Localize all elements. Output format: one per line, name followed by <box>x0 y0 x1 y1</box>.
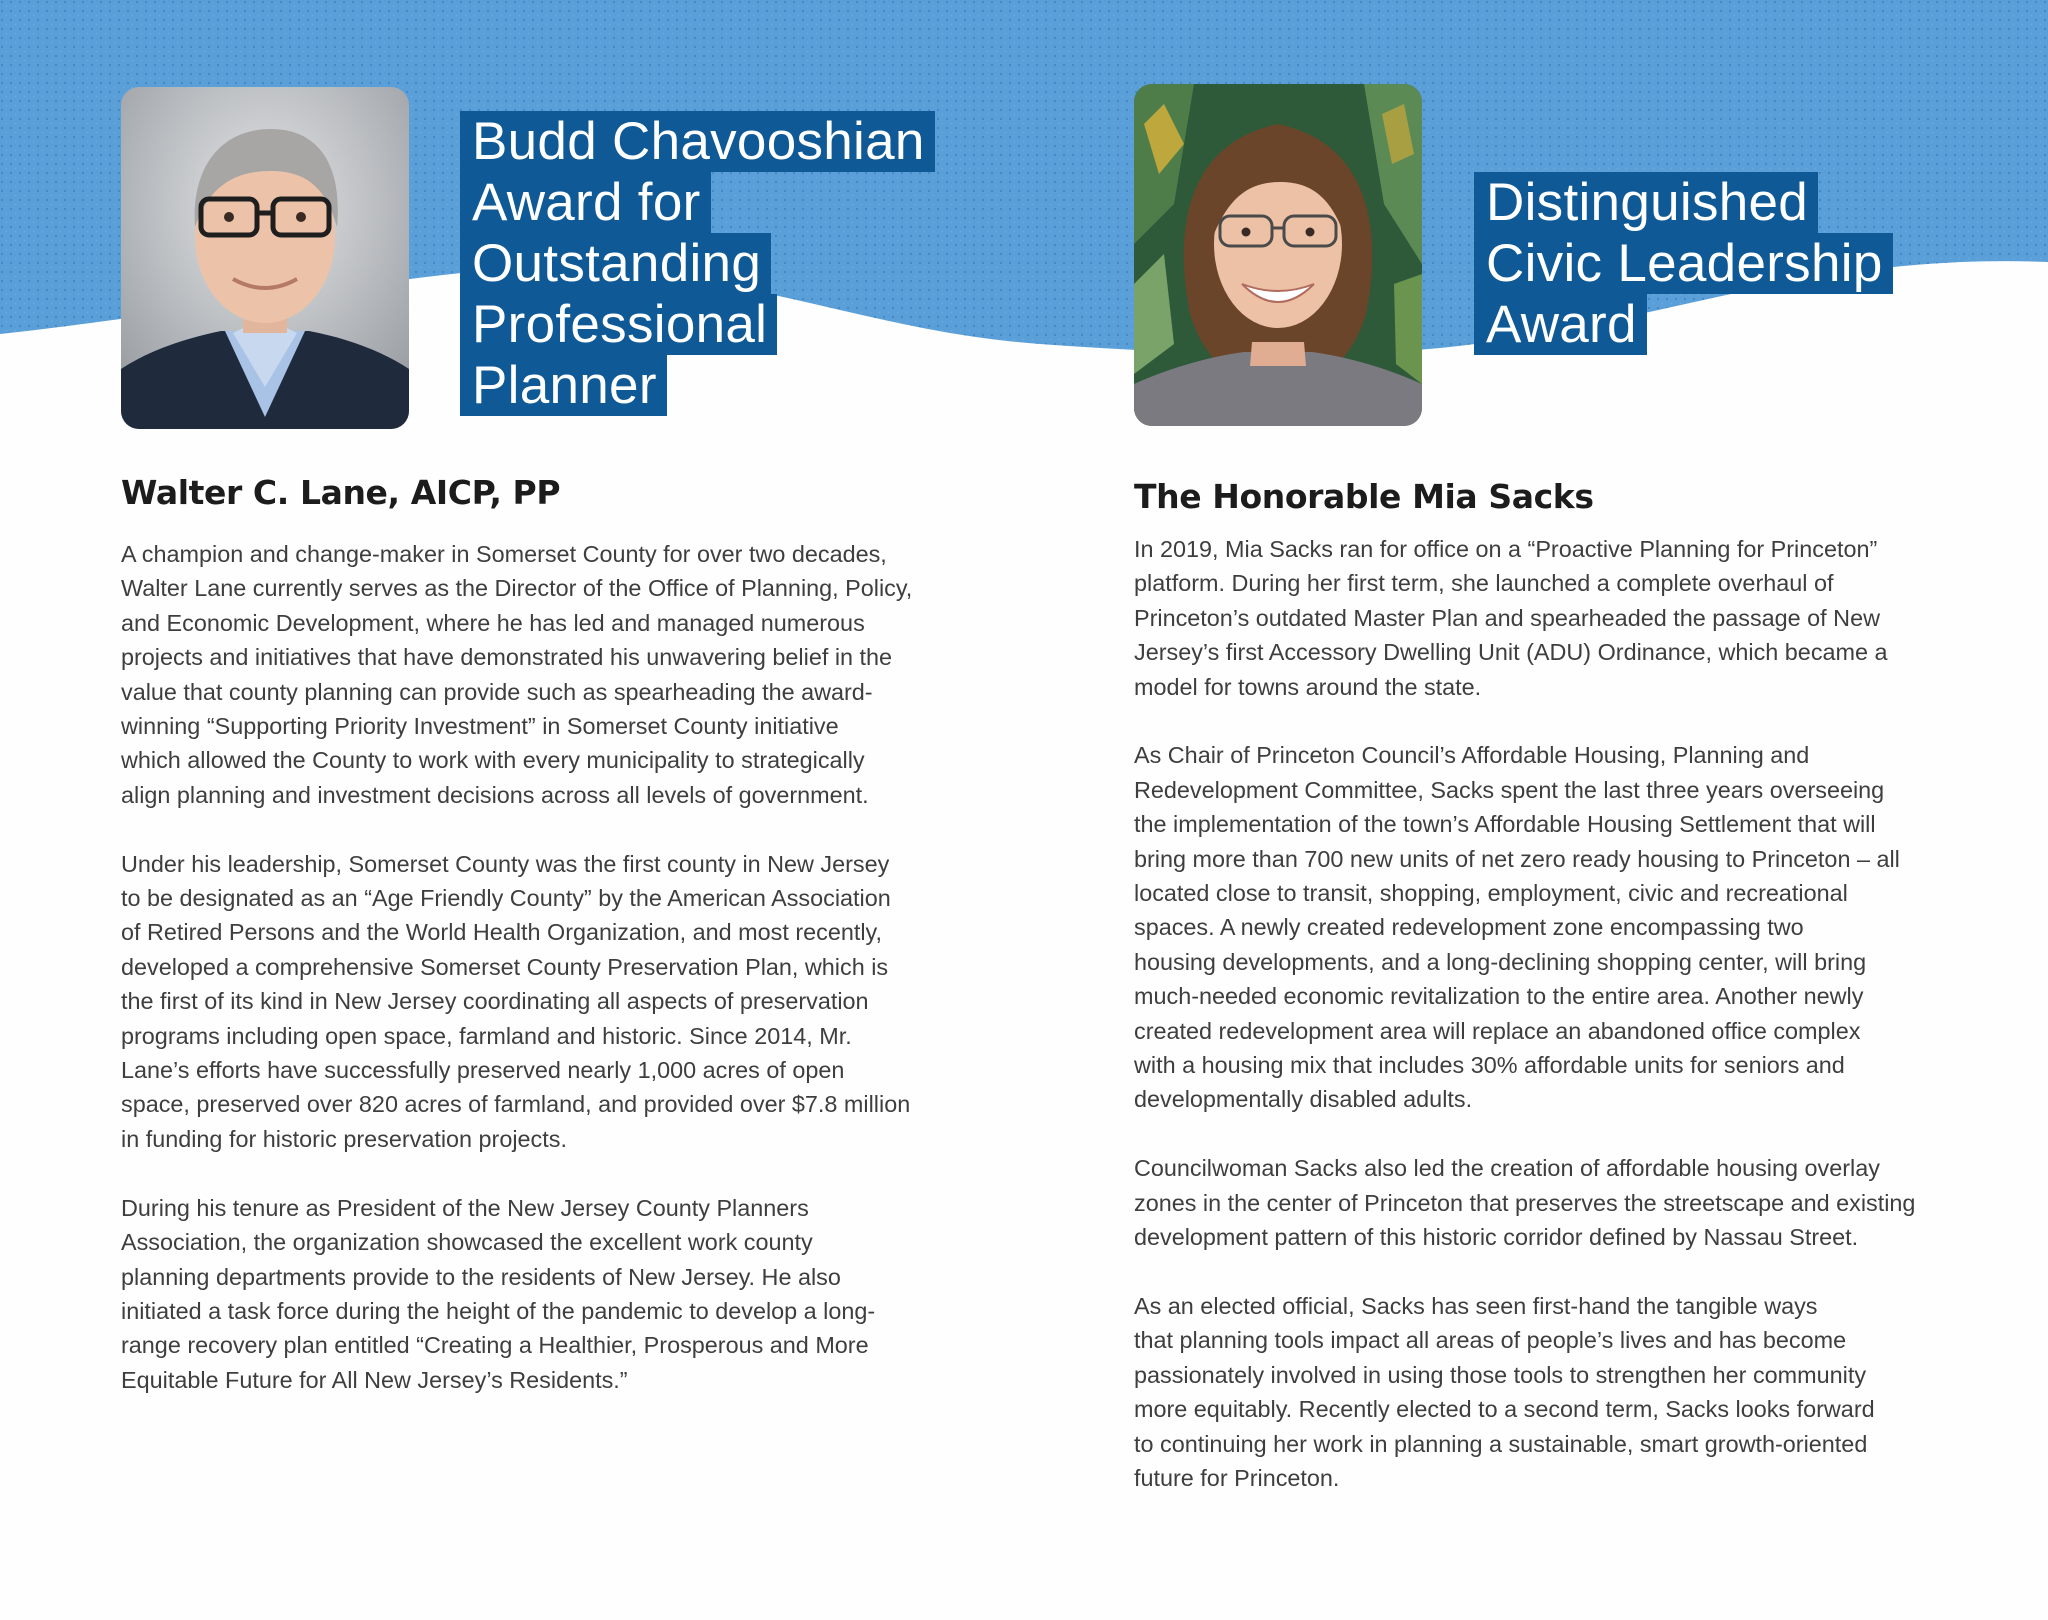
bio-line: Councilwoman Sacks also led the creation of affordable housing overlay <box>1134 1155 1880 1182</box>
bio-paragraph <box>121 847 912 1157</box>
bio-line: As Chair of Princeton Council’s Affordable Housing, Planning and <box>1134 742 1810 769</box>
bio-line: align planning and investment decisions across all levels of government. <box>121 781 869 808</box>
award-title-line: Distinguished <box>1474 172 1818 233</box>
award-title-line: Professional <box>460 294 777 355</box>
honoree-name-walter-lane: Walter C. Lane, AICP, PP <box>121 473 561 512</box>
bio-line: Association, the organization showcased the excellent work county <box>121 1229 813 1256</box>
bio-line: Equitable Future for All New Jersey’s Residents.” <box>121 1366 628 1393</box>
walter-lane-photo <box>121 87 409 429</box>
honoree-name-mia-sacks: The Honorable Mia Sacks <box>1134 477 1594 516</box>
bio-line: winning “Supporting Priority Investment” in Somerset County initiative <box>121 713 839 740</box>
bio-line: developmentally disabled adults. <box>1134 1086 1473 1113</box>
bio-line: development pattern of this historic corridor defined by Nassau Street. <box>1134 1224 1859 1251</box>
bio-line: with a housing mix that includes 30% affordable units for seniors and <box>1134 1052 1845 1079</box>
bio-line: developed a comprehensive Somerset County Preservation Plan, which is <box>121 953 889 980</box>
bio-line: value that county planning can provide such as spearheading the award- <box>121 678 873 705</box>
bio-line: initiated a task force during the height of the pandemic to develop a long- <box>121 1297 876 1324</box>
award-title-line: Budd Chavooshian <box>460 111 935 172</box>
bio-line: the first of its kind in New Jersey coordinating all aspects of preservation <box>121 988 869 1015</box>
bio-line: zones in the center of Princeton that preserves the streetscape and existing <box>1134 1189 1916 1216</box>
bio-line: Walter Lane currently serves as the Director of the Office of Planning, Policy, <box>121 575 913 602</box>
bio-line: Princeton’s outdated Master Plan and spearheaded the passage of New <box>1134 604 1880 631</box>
bio-line: Redevelopment Committee, Sacks spent the last three years overseeing <box>1134 776 1885 803</box>
bio-walter-lane <box>121 537 912 1432</box>
bio-line: housing developments, and a long-declining shopping center, will bring <box>1134 948 1867 975</box>
award-title-line: Outstanding <box>460 233 771 294</box>
bio-paragraph <box>1134 532 1915 704</box>
bio-line: platform. During her first term, she launched a complete overhaul of <box>1134 570 1834 597</box>
bio-line: programs including open space, farmland and historic. Since 2014, Mr. <box>121 1022 852 1049</box>
bio-line: During his tenure as President of the New Jersey County Planners <box>121 1194 809 1221</box>
bio-line: spaces. A newly created redevelopment zone encompassing two <box>1134 914 1804 941</box>
bio-line: created redevelopment area will replace an abandoned office complex <box>1134 1017 1861 1044</box>
bio-line: located close to transit, shopping, employment, civic and recreational <box>1134 880 1848 907</box>
bio-paragraph <box>121 1191 912 1397</box>
bio-paragraph <box>1134 1151 1915 1254</box>
bio-line: of Retired Persons and the World Health Organization, and most recently, <box>121 919 883 946</box>
bio-line: which allowed the County to work with every municipality to strategically <box>121 747 865 774</box>
bio-line: more equitably. Recently elected to a second term, Sacks looks forward <box>1134 1396 1875 1423</box>
award-title-line: Planner <box>460 355 667 416</box>
mia-sacks-photo <box>1134 84 1422 426</box>
bio-line: space, preserved over 820 acres of farmland, and provided over $7.8 million <box>121 1091 911 1118</box>
bio-line: to be designated as an “Age Friendly County” by the American Association <box>121 885 891 912</box>
walter-lane-portrait-illustration <box>121 87 409 429</box>
bio-mia-sacks <box>1134 532 1915 1530</box>
award-title-distinguished-civic-leadership <box>1474 172 1893 355</box>
bio-paragraph <box>121 537 912 812</box>
bio-line: Under his leadership, Somerset County was the first county in New Jersey <box>121 850 890 877</box>
mia-sacks-portrait-illustration <box>1134 84 1422 426</box>
bio-line: passionately involved in using those tools to strengthen her community <box>1134 1361 1867 1388</box>
bio-line: much-needed economic revitalization to the entire area. Another newly <box>1134 983 1864 1010</box>
bio-line: planning departments provide to the residents of New Jersey. He also <box>121 1263 841 1290</box>
bio-line: projects and initiatives that have demonstrated his unwavering belief in the <box>121 644 893 671</box>
bio-line: in funding for historic preservation projects. <box>121 1125 567 1152</box>
bio-line: to continuing her work in planning a sustainable, smart growth-oriented <box>1134 1430 1868 1457</box>
bio-line: and Economic Development, where he has led and managed numerous <box>121 609 865 636</box>
bio-paragraph <box>1134 1289 1915 1495</box>
award-title-outstanding-professional-planner <box>460 111 935 416</box>
bio-line: In 2019, Mia Sacks ran for office on a “Proactive Planning for Princeton” <box>1134 536 1878 562</box>
bio-line: future for Princeton. <box>1134 1464 1340 1491</box>
award-title-line: Award for <box>460 172 711 233</box>
bio-line: A champion and change-maker in Somerset County for over two decades, <box>121 541 887 567</box>
bio-line: bring more than 700 new units of net zero ready housing to Princeton – all <box>1134 845 1900 872</box>
bio-line: Jersey’s first Accessory Dwelling Unit (ADU) Ordinance, which became a <box>1134 639 1888 666</box>
bio-line: that planning tools impact all areas of people’s lives and has become <box>1134 1327 1847 1354</box>
bio-paragraph <box>1134 738 1915 1116</box>
bio-line: range recovery plan entitled “Creating a Healthier, Prosperous and More <box>121 1332 869 1359</box>
award-title-line: Civic Leadership <box>1474 233 1893 294</box>
award-title-line: Award <box>1474 294 1647 355</box>
bio-line: As an elected official, Sacks has seen first-hand the tangible ways <box>1134 1292 1818 1319</box>
bio-line: model for towns around the state. <box>1134 673 1482 700</box>
bio-line: the implementation of the town’s Affordable Housing Settlement that will <box>1134 811 1876 838</box>
bio-line: Lane’s efforts have successfully preserved nearly 1,000 acres of open <box>121 1057 845 1084</box>
